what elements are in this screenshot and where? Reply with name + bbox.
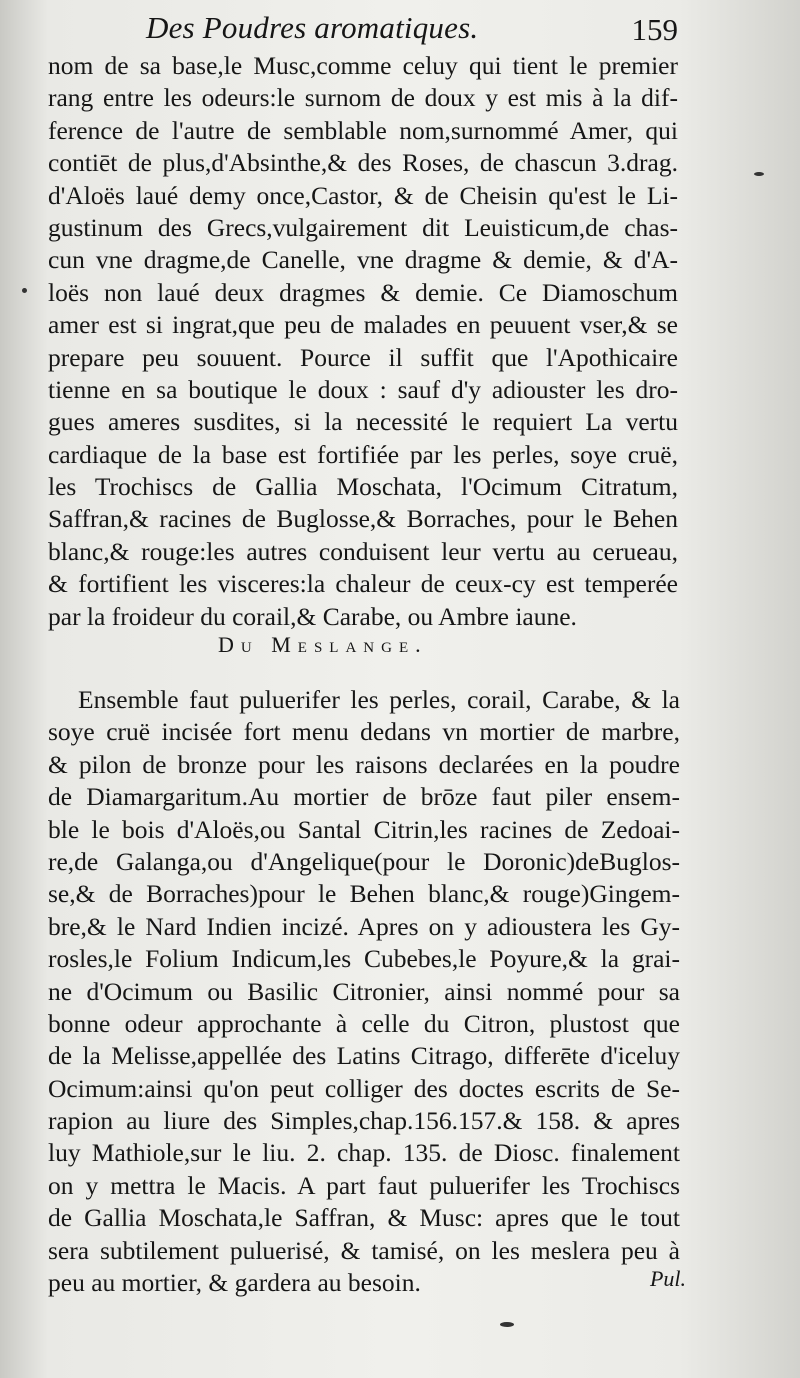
text-line: on y mettra le Macis. A part faut puluerifer les Trochiscs xyxy=(48,1170,680,1200)
text-line: nom de sa base,le Musc,comme celuy qui tient le premier xyxy=(48,51,678,80)
text-line: rapion au liure des Simples,chap.156.157.& 158. & apres xyxy=(48,1106,680,1136)
text-line: Ensemble faut puluerifer les perles, corail, Carabe, & la xyxy=(78,685,680,714)
catchword: Pul. xyxy=(649,1266,686,1291)
page-header xyxy=(48,10,688,50)
text-line: cardiaque de la base est fortifiée par les perles, soye cruë, xyxy=(48,439,678,469)
text-line: rosles,le Folium Indicum,les Cubebes,le Poyure,& la grai- xyxy=(48,944,680,974)
text-line: & pilon de bronze pour les raisons declarées en la poudre xyxy=(48,749,680,779)
text-line: ne d'Ocimum ou Basilic Citronier, ainsi nommé pour sa xyxy=(48,976,680,1006)
text-line: bre,& le Nard Indien incizé. Apres on y adioustera les Gy- xyxy=(48,911,680,941)
text-line: tienne en sa boutique le doux : sauf d'y adiouster les dro- xyxy=(48,374,678,404)
text-line: de Gallia Moschata,le Saffran, & Musc: apres que le tout xyxy=(48,1203,680,1233)
text-line: d'Aloës laué demy once,Castor, & de Cheisin qu'est le Li- xyxy=(48,180,678,210)
text-line: amer est si ingrat,que peu de malades en peuuent vser,& se xyxy=(48,310,678,340)
running-head: Des Poudres aromatiques. xyxy=(146,10,479,45)
text-line: ference de l'autre de semblable nom,surnommé Amer, qui xyxy=(48,115,678,145)
text-line: les Trochiscs de Gallia Moschata, l'Ocimum Citratum, xyxy=(48,472,678,502)
text-line: de Diamargaritum.Au mortier de brōze faut piler ensem- xyxy=(48,782,680,812)
text-line: de la Melisse,appellée des Latins Citrago, differēte d'iceluy xyxy=(48,1041,680,1071)
text-line: & fortifient les visceres:la chaleur de ceux-cy est temperée xyxy=(48,569,678,599)
ink-speck xyxy=(754,172,764,176)
text-line: rang entre les odeurs:le surnom de doux y est mis à la dif- xyxy=(48,83,678,113)
text-line: gustinum des Grecs,vulgairement dit Leuisticum,de chas- xyxy=(48,212,678,242)
text-line: Ocimum:ainsi qu'on peut colliger des doctes escrits de Se- xyxy=(48,1073,680,1103)
text-line: par la froideur du corail,& Carabe, ou Ambre iaune. xyxy=(48,601,577,631)
text-line: loës non laué deux dragmes & demie. Ce Diamoschum xyxy=(48,277,678,307)
body-text-block-2 xyxy=(48,684,680,1299)
text-line: soye cruë incisée fort menu dedans vn mortier de marbre, xyxy=(48,717,680,747)
page-number: 159 xyxy=(631,12,678,47)
text-line: re,de Galanga,ou d'Angelique(pour le Doronic)deBuglos- xyxy=(48,846,680,876)
ink-speck xyxy=(22,288,27,293)
ink-speck xyxy=(500,1322,514,1327)
section-title: Du Meslange. xyxy=(218,632,428,657)
text-line: contiēt de plus,d'Absinthe,& des Roses, de chascun 3.drag. xyxy=(48,148,678,178)
text-line: luy Mathiole,sur le liu. 2. chap. 135. de Diosc. finalement xyxy=(48,1138,680,1168)
text-line: gues ameres susdites, si la necessité le requiert La vertu xyxy=(48,407,678,437)
text-line: peu au mortier, & gardera au besoin. xyxy=(48,1268,421,1298)
body-text-block-1 xyxy=(48,50,678,633)
text-line: bonne odeur approchante à celle du Citron, plustost que xyxy=(48,1008,680,1038)
text-line: blanc,& rouge:les autres conduisent leur vertu au cerueau, xyxy=(48,536,678,566)
text-line: se,& de Borraches)pour le Behen blanc,& rouge)Gingem- xyxy=(48,879,680,909)
text-line: prepare peu souuent. Pource il suffit que l'Apothicaire xyxy=(48,342,678,372)
text-line: sera subtilement puluerisé, & tamisé, on les meslera peu à xyxy=(48,1235,680,1265)
text-line: ble le bois d'Aloës,ou Santal Citrin,les racines de Zedoai- xyxy=(48,814,680,844)
text-line: cun vne dragme,de Canelle, vne dragme & demie, & d'A- xyxy=(48,245,678,275)
text-line: Saffran,& racines de Buglosse,& Borraches, pour le Behen xyxy=(48,504,678,534)
